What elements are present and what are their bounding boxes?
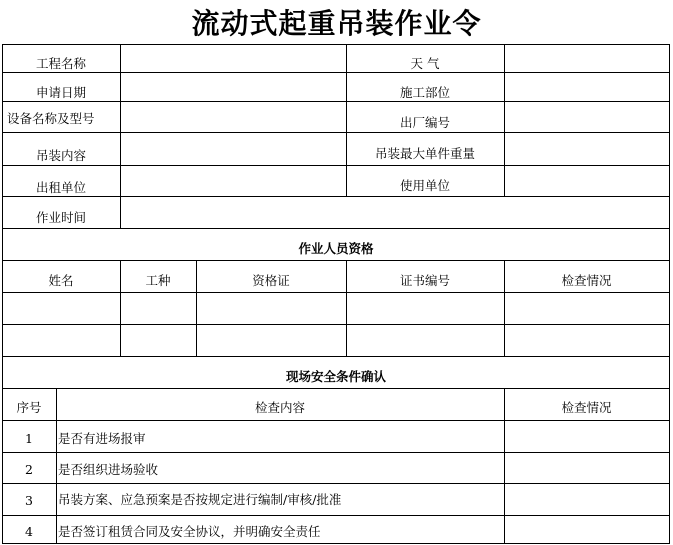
safety-header-content: 检查内容 (254, 400, 305, 415)
label-weather: 天 气 (410, 56, 440, 71)
safety-row-no: 2 (25, 462, 33, 477)
safety-row-content: 是否签订租赁合同及安全协议，并明确安全责任 (58, 524, 321, 539)
document-title: 流动式起重吊装作业令 (191, 7, 482, 40)
safety-heading: 现场安全条件确认 (285, 369, 386, 384)
label-lifting-content: 吊装内容 (35, 148, 86, 163)
personnel-header-check: 检查情况 (561, 273, 612, 288)
safety-row-no: 3 (25, 493, 33, 508)
safety-row-no: 1 (25, 431, 33, 446)
label-user-unit: 使用单位 (399, 178, 450, 193)
label-project-name: 工程名称 (35, 56, 86, 71)
personnel-header-cert-no: 证书编号 (399, 273, 450, 288)
label-max-weight: 吊装最大单件重量 (374, 146, 475, 161)
personnel-header-job: 工种 (145, 273, 171, 288)
safety-row-content: 是否组织进场验收 (58, 462, 159, 477)
safety-header-no: 序号 (16, 400, 42, 415)
personnel-header-name: 姓名 (48, 273, 74, 288)
label-apply-date: 申请日期 (35, 85, 86, 100)
label-factory-no: 出厂编号 (399, 115, 450, 130)
safety-row-content: 吊装方案、应急预案是否按规定进行编制/审核/批准 (58, 492, 342, 507)
safety-row-no: 4 (25, 524, 33, 539)
safety-header-check: 检查情况 (561, 400, 612, 415)
personnel-heading: 作业人员资格 (298, 241, 374, 256)
label-work-time: 作业时间 (35, 210, 86, 225)
safety-row-content: 是否有进场报审 (58, 431, 146, 446)
label-rental-unit: 出租单位 (35, 180, 86, 195)
label-equipment: 设备名称及型号 (7, 111, 95, 126)
label-construction-dept: 施工部位 (399, 85, 450, 100)
personnel-header-qualification: 资格证 (252, 273, 290, 288)
